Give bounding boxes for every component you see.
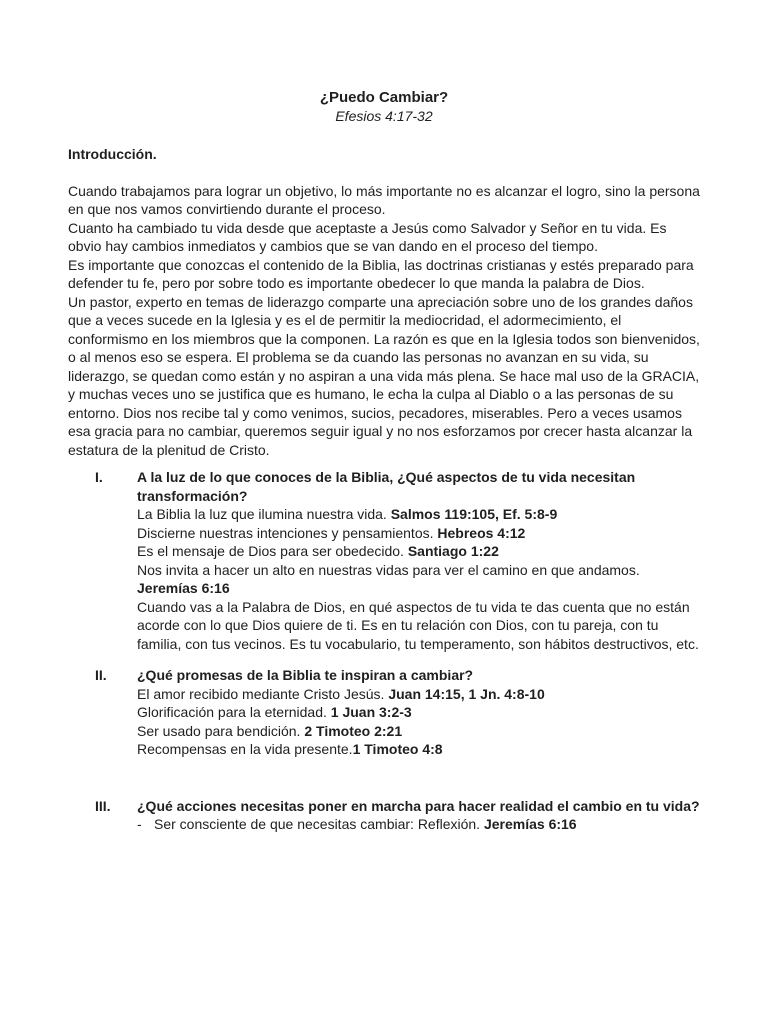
list-item: [137, 598, 700, 654]
item-text: Ser consciente de que necesitas cambiar: Reflexión.: [154, 816, 484, 832]
item-text: Recompensas en la vida presente.: [137, 741, 353, 757]
scripture-reference: Hebreos 4:12: [437, 524, 526, 541]
list-item: [137, 505, 700, 524]
intro-paragraph-2: Cuanto ha cambiado tu vida desde que aceptaste a Jesús como Salvador y Señor en tu vida. Es obvio hay cambios inmediatos y cambios que se van dando en el proceso del tiempo.: [68, 219, 667, 254]
list-item: [137, 703, 700, 722]
section-1: [68, 468, 700, 653]
list-item: [137, 524, 700, 543]
item-text: Es el mensaje de Dios para ser obedecido.: [137, 543, 408, 559]
scripture-reference: Juan 14:15, 1 Jn. 4:8-10: [388, 685, 545, 702]
section-3-heading: ¿Qué acciones necesitas poner en marcha para hacer realidad el cambio en tu vida?: [137, 797, 700, 814]
scripture-reference: 1 Juan 3:2-3: [330, 704, 412, 720]
item-text: El amor recibido mediante Cristo Jesús.: [137, 685, 389, 702]
section-1-heading: A la luz de lo que conoces de la Biblia, ¿Qué aspectos de tu vida necesitan transformación?: [137, 469, 636, 504]
intro-paragraph-1: Cuando trabajamos para lograr un objetivo, lo más importante no es alcanzar el logro, sino la persona en que nos vamos convirtiendo durante el proceso.: [68, 182, 700, 217]
section-2-numeral: II.: [95, 667, 107, 683]
item-text: Nos invita a hacer un alto en nuestras vidas para ver el camino en que andamos.: [137, 561, 640, 578]
list-item: [137, 815, 700, 834]
item-text: Cuando vas a la Palabra de Dios, en qué aspectos de tu vida te das cuenta que no están acorde con lo que Dios quiere de ti. Es en tu relación con Dios, con tu pareja, con tu familia, con tus vecinos. Es tu vocabulario, tu temperamento, son hábitos destructivos, etc.: [137, 598, 699, 652]
section-2-body: [137, 666, 700, 759]
item-text: Discierne nuestras intenciones y pensamientos.: [137, 524, 438, 541]
intro-heading: Introducción.: [68, 146, 157, 162]
scripture-reference: Santiago 1:22: [407, 543, 499, 559]
intro-paragraph-4: Un pastor, experto en temas de liderazgo comparte una apreciación sobre uno de los grandes daños que a veces sucede en la Iglesia y es el de permitir la mediocridad, el adormecimiento, el conformismo en los miembros que la componen. La razón es que en la Iglesia todos son bienvenidos, o al menos eso se espera. El problema se da cuando las personas no avanzan en su vida, su liderazgo, se quedan como están y no aspiran a una vida más plena. Se hace mal uso de la GRACIA, y muchas veces uno se justifica que es humano, le echa la culpa al Diablo o a las personas de su entorno. Dios nos recibe tal y como venimos, sucios, pecadores, miserables. Pero a veces usamos esa gracia para no cambiar, queremos seguir igual y no nos esforzamos por crecer hasta alcanzar la estatura de la plenitud de Cristo.: [68, 293, 700, 458]
item-text: La Biblia la luz que ilumina nuestra vida.: [137, 506, 391, 522]
list-item: [137, 685, 700, 704]
item-text: Glorificación para la eternidad.: [137, 704, 331, 720]
section-1-body: [137, 468, 700, 653]
intro-paragraph-3: Es importante que conozcas el contenido de la Biblia, las doctrinas cristianas y estés preparado para defender tu fe, pero por sobre todo es importante obedecer lo que manda la palabra de Dios.: [68, 256, 694, 291]
section-1-numeral: I.: [95, 469, 103, 485]
section-2: [68, 666, 700, 759]
list-item: [137, 542, 700, 561]
scripture-reference: Salmos 119:105, Ef. 5:8-9: [390, 506, 558, 522]
section-3-numeral: III.: [95, 797, 111, 814]
scripture-reference: 1 Timoteo 4:8: [352, 741, 443, 757]
document-subtitle: Efesios 4:17-32: [335, 108, 433, 124]
intro-paragraphs: [68, 182, 700, 460]
list-item: [137, 740, 700, 759]
scripture-reference: Jeremías 6:16: [483, 816, 577, 832]
item-text-wrap: [154, 815, 700, 834]
scripture-reference: Jeremías 6:16: [137, 580, 230, 596]
section-3-body: [137, 797, 700, 834]
section-3: [68, 797, 700, 834]
item-text: Ser usado para bendición.: [137, 722, 305, 739]
scripture-reference: 2 Timoteo 2:21: [304, 722, 403, 739]
section-2-heading: ¿Qué promesas de la Biblia te inspiran a cambiar?: [137, 667, 474, 683]
document-title: ¿Puedo Cambiar?: [319, 89, 449, 106]
list-item: [137, 722, 700, 741]
list-item: [137, 561, 700, 598]
dash-bullet: -: [137, 816, 142, 832]
